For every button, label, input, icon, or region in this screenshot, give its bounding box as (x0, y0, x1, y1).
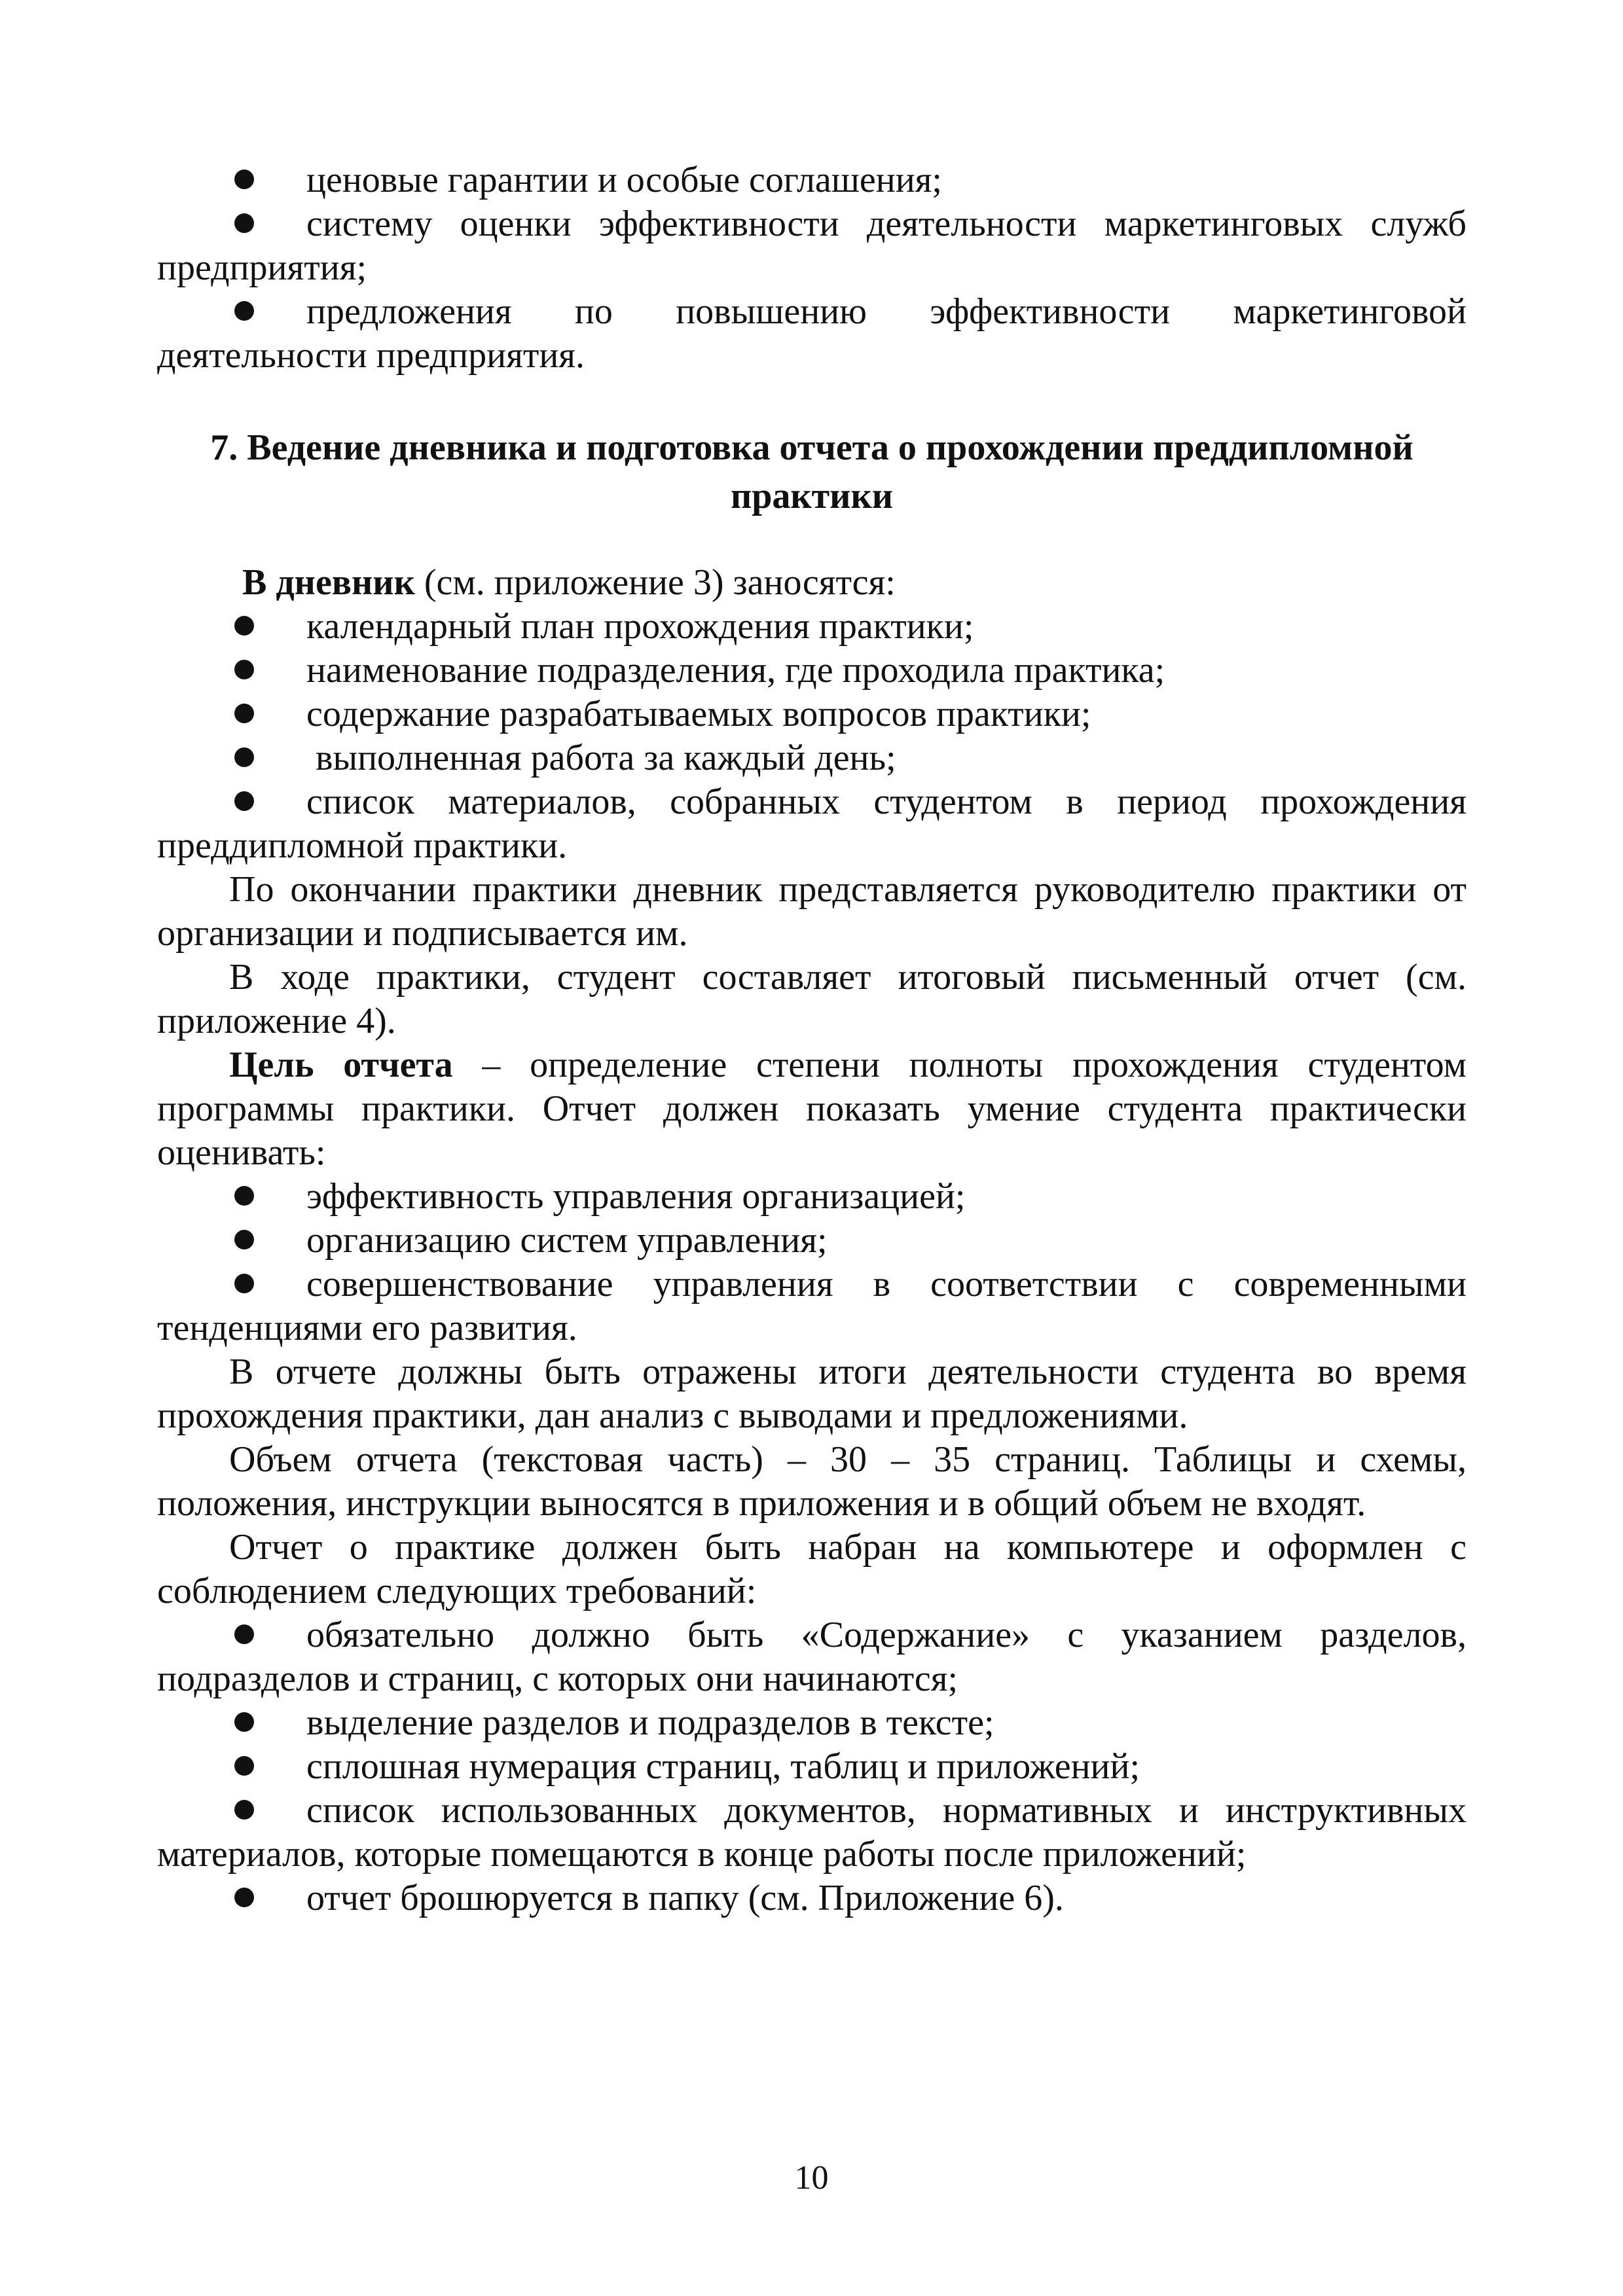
bullet-icon (157, 780, 306, 824)
list-item-text: содержание разрабатываемых вопросов практики; (306, 694, 1091, 734)
report-goal-text: – определение степени полноты прохождения студентом программы практики. Отчет должен показать умение студента практически оценивать: (157, 1045, 1467, 1173)
document-page (157, 158, 1467, 1920)
list-item-text: список материалов, собранных студентом в период прохождения преддипломной практики. (157, 781, 1467, 866)
list-item-text: организацию систем управления; (306, 1220, 828, 1261)
list-item (157, 1175, 1467, 1219)
bullet-icon (157, 158, 306, 202)
list-item (157, 780, 1467, 868)
bullet-icon (157, 692, 306, 736)
bullet-icon (157, 649, 306, 692)
list-item-text: отчет брошюруется в папку (см. Приложение 6). (306, 1878, 1064, 1918)
list-item-text: наименование подразделения, где проходила практика; (306, 650, 1165, 691)
paragraph: Отчет о практике должен быть набран на компьютере и оформлен с соблюдением следующих требований: (157, 1527, 1467, 1611)
list-item (157, 1219, 1467, 1263)
bullet-icon (157, 1789, 306, 1833)
list-item-text: выделение разделов и подразделов в тексте; (306, 1702, 994, 1743)
bullet-icon (157, 1613, 306, 1657)
bullet-icon (157, 1876, 306, 1920)
bullet-icon (157, 1175, 306, 1219)
bullet-icon (157, 736, 306, 780)
diary-lead-text: (см. приложение 3) заносятся: (414, 562, 896, 603)
section-title (157, 423, 1467, 520)
page-number: 10 (794, 2159, 829, 2197)
bullet-icon (157, 1263, 306, 1306)
list-item (157, 605, 1467, 649)
list-item (157, 1613, 1467, 1701)
bullet-icon (157, 1219, 306, 1263)
diary-lead-bold: В дневник (242, 562, 415, 603)
list-item (157, 649, 1467, 692)
list-item (157, 1745, 1467, 1789)
bullet-icon (157, 605, 306, 649)
list-item (157, 1263, 1467, 1350)
list-item (157, 692, 1467, 736)
list-item (157, 202, 1467, 290)
list-item (157, 1701, 1467, 1745)
bullet-icon (157, 1701, 306, 1745)
list-item-text: список использованных документов, нормативных и инструктивных материалов, которые помещаются в конце работы после приложений; (157, 1790, 1467, 1874)
bullet-icon (157, 290, 306, 334)
list-item-text: обязательно должно быть «Содержание» с указанием разделов, подразделов и страниц, с которых они начинаются; (157, 1615, 1467, 1699)
list-item (157, 290, 1467, 378)
list-item (157, 1789, 1467, 1876)
paragraph (157, 1043, 1467, 1175)
paragraph: По окончании практики дневник представляется руководителю практики от организации и подписывается им. (157, 869, 1467, 954)
list-item (157, 736, 1467, 780)
bullet-icon (157, 1745, 306, 1789)
paragraph: Объем отчета (текстовая часть) – 30 – 35 страниц. Таблицы и схемы, положения, инструкции выносятся в приложения и в общий объем не входят. (157, 1439, 1467, 1524)
section-title-line1: 7. Ведение дневника и подготовка отчета о прохождении преддипломной (210, 427, 1413, 468)
list-item-text: эффективность управления организацией; (306, 1176, 966, 1217)
section-title-line2: практики (731, 476, 893, 516)
report-goal-bold: Цель отчета (229, 1045, 453, 1085)
list-item-text: совершенствование управления в соответствии с современными тенденциями его развития. (157, 1264, 1467, 1348)
list-item-text: систему оценки эффективности деятельности маркетинговых служб предприятия; (157, 204, 1467, 288)
list-item-text: выполненная работа за каждый день; (306, 738, 896, 778)
list-item (157, 1876, 1467, 1920)
list-item (157, 158, 1467, 202)
paragraph: В ходе практики, студент составляет итоговый письменный отчет (см. приложение 4). (157, 957, 1467, 1041)
list-item-text: ценовые гарантии и особые соглашения; (306, 160, 942, 200)
list-item-text: сплошная нумерация страниц, таблиц и приложений; (306, 1746, 1140, 1787)
diary-lead (157, 561, 1467, 605)
list-item-text: предложения по повышению эффективности маркетинговой деятельности предприятия. (157, 291, 1467, 376)
bullet-icon (157, 202, 306, 246)
list-item-text: календарный план прохождения практики; (306, 606, 974, 647)
paragraph: В отчете должны быть отражены итоги деятельности студента во время прохождения практики, дан анализ с выводами и предложениями. (157, 1352, 1467, 1436)
